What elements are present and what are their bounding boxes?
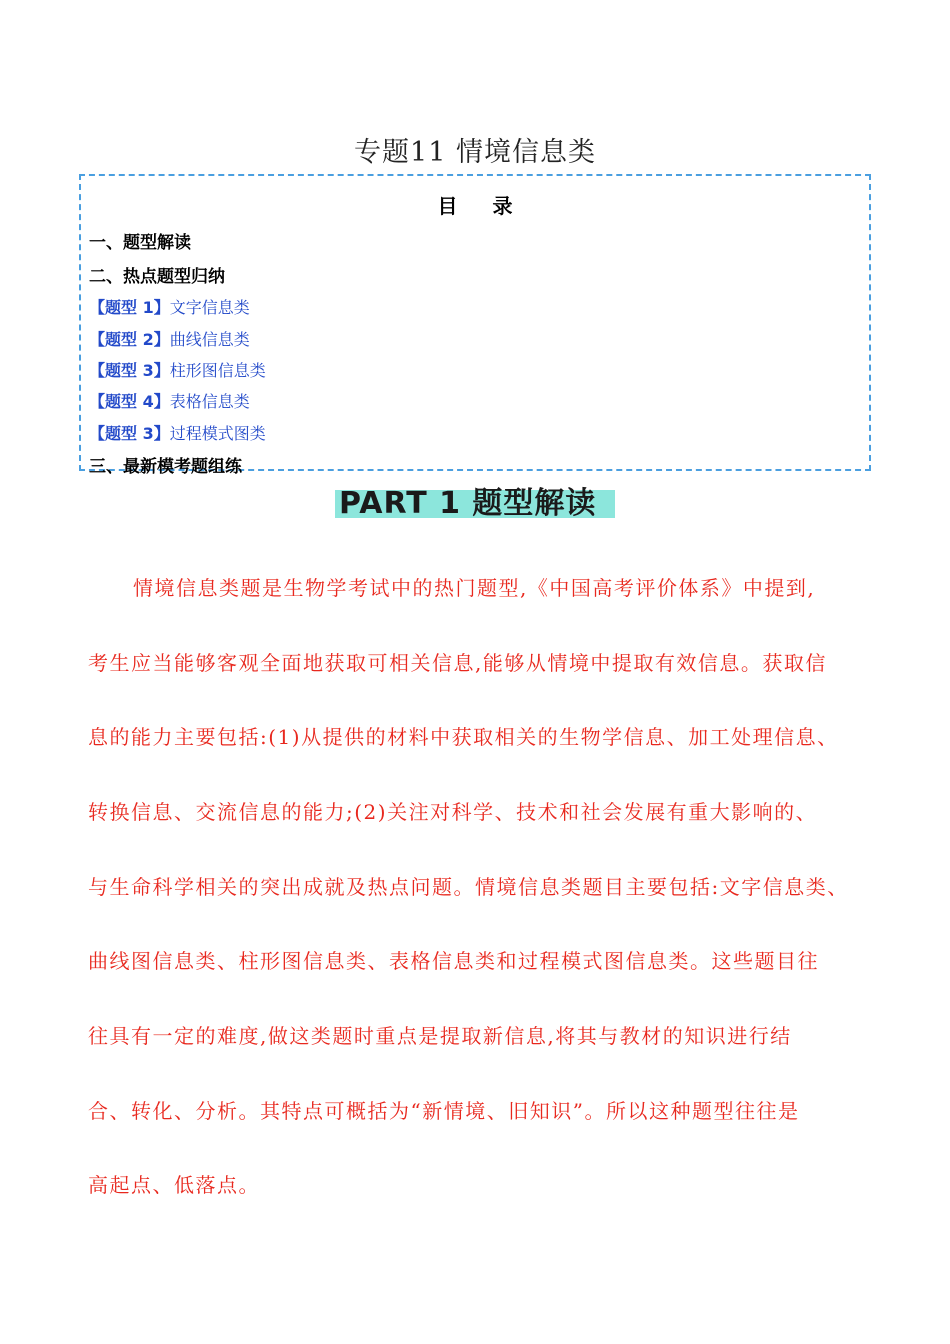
body-line-1: 情境信息类题是生物学考试中的热门题型,《中国高考评价体系》中提到, [133, 576, 816, 600]
body-line-3: 息的能力主要包括:(1)从提供的材料中获取相关的生物学信息、加工处理信息、 [88, 725, 839, 749]
toc-item-tag: 【题型 2】 [89, 330, 170, 349]
toc-item-label: 柱形图信息类 [169, 361, 266, 380]
toc-heading: 目 录 [437, 194, 527, 218]
body-line-8: 合、转化、分析。其特点可概括为“新情境、旧知识”。所以这种题型往往是 [88, 1099, 800, 1123]
toc-item-tag: 【题型 4】 [89, 392, 170, 411]
table-of-contents [79, 174, 871, 477]
toc-item-label: 文字信息类 [169, 298, 250, 317]
toc-item-label: 曲线信息类 [169, 330, 250, 349]
toc-item-2[interactable] [89, 327, 250, 350]
toc-section-3[interactable]: 三、最新模考题组练 [89, 457, 242, 477]
body-line-9: 高起点、低落点。 [88, 1173, 260, 1197]
toc-section-2[interactable]: 二、热点题型归纳 [89, 267, 225, 287]
toc-item-5[interactable] [89, 421, 266, 444]
body-line-5: 与生命科学相关的突出成就及热点问题。情境信息类题目主要包括:文字信息类、 [88, 875, 849, 899]
body-line-2: 考生应当能够客观全面地获取可相关信息,能够从情境中提取有效信息。获取信 [88, 651, 827, 675]
toc-item-4[interactable] [89, 389, 250, 412]
toc-item-tag: 【题型 3】 [89, 361, 170, 380]
toc-item-1[interactable] [89, 295, 250, 318]
body-line-4: 转换信息、交流信息的能力;(2)关注对科学、技术和社会发展有重大影响的、 [88, 800, 818, 824]
toc-item-tag: 【题型 3】 [89, 424, 170, 443]
toc-section-1[interactable]: 一、题型解读 [89, 233, 191, 253]
toc-item-label: 表格信息类 [169, 392, 250, 411]
body-line-7: 往具有一定的难度,做这类题时重点是提取新信息,将其与教材的知识进行结 [88, 1024, 792, 1048]
document-title: 专题11 情境信息类 [354, 137, 596, 168]
toc-item-tag: 【题型 1】 [89, 298, 170, 317]
toc-item-label: 过程模式图类 [169, 424, 266, 443]
toc-item-3[interactable] [89, 358, 266, 381]
banner-text: PART 1 题型解读 [339, 486, 597, 521]
part-banner [335, 478, 615, 520]
body-line-6: 曲线图信息类、柱形图信息类、表格信息类和过程模式图信息类。这些题目往 [88, 949, 819, 973]
